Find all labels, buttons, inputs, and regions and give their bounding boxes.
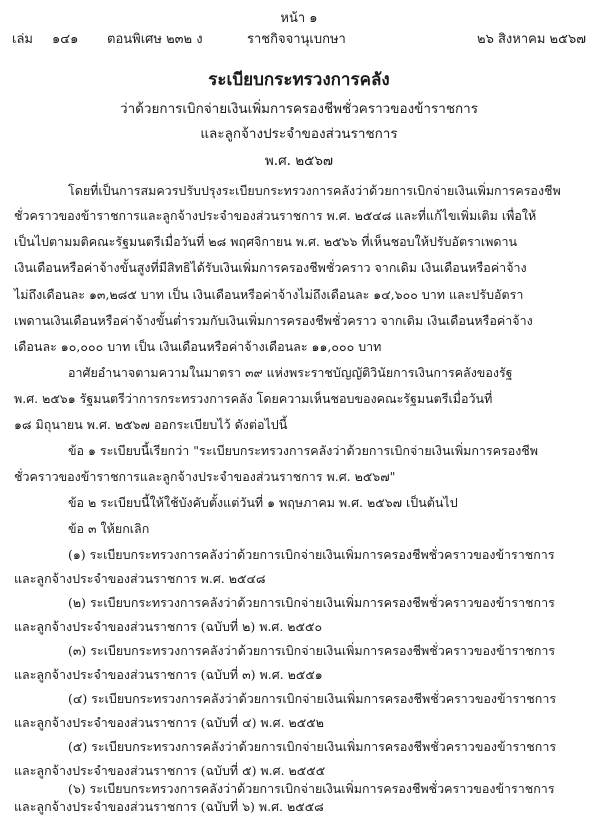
repealed-item-line: และลูกจ้างประจำของส่วนราชการ (ฉบับที่ ๕) พ.ศ. ๒๕๕๕ <box>14 763 326 778</box>
header-date: ๒๖ สิงหาคม ๒๕๖๗ <box>477 32 586 47</box>
authority-line: อาศัยอำนาจตามความในมาตรา ๓๙ แห่งพระราชบัญญัติวินัยการเงินการคลังของรัฐ <box>68 365 513 380</box>
page-number: หน้า ๑ <box>280 11 318 26</box>
preamble-line: เป็นไปตามมติคณะรัฐมนตรีเมื่อวันที่ ๒๘ พฤศจิกายน พ.ศ. ๒๕๖๖ ที่เห็นชอบให้ปรับอัตราเพดาน <box>14 234 518 249</box>
preamble-line: ชั่วคราวของข้าราชการและลูกจ้างประจำของส่วนราชการ พ.ศ. ๒๕๔๘ และที่แก้ไขเพิ่มเติม เพื่อให้ <box>14 208 537 223</box>
repealed-item-line: และลูกจ้างประจำของส่วนราชการ (ฉบับที่ ๔) พ.ศ. ๒๕๕๒ <box>14 715 324 730</box>
document-subtitle-2: และลูกจ้างประจำของส่วนราชการ <box>200 126 398 142</box>
header-gazette-name: ราชกิจจานุเบกษา <box>247 32 346 47</box>
preamble-line: ไม่ถึงเดือนละ ๑๓,๒๘๕ บาท เป็น เงินเดือนหรือค่าจ้างไม่ถึงเดือนละ ๑๔,๖๐๐ บาท และปรับอัตรา <box>14 287 524 302</box>
clause-3: ข้อ ๓ ให้ยกเลิก <box>68 521 150 536</box>
repealed-item-line: (๔) ระเบียบกระทรวงการคลังว่าด้วยการเบิกจ่ายเงินเพิ่มการครองชีพชั่วคราวของข้าราชการ <box>68 691 557 706</box>
document-subtitle-1: ว่าด้วยการเบิกจ่ายเงินเพิ่มการครองชีพชั่วคราวของข้าราชการ <box>119 101 478 117</box>
document-title: ระเบียบกระทรวงการคลัง <box>208 70 390 90</box>
repealed-item-line: (๓) ระเบียบกระทรวงการคลังว่าด้วยการเบิกจ่ายเงินเพิ่มการครองชีพชั่วคราวของข้าราชการ <box>68 643 556 658</box>
preamble-line: เพดานเงินเดือนหรือค่าจ้างขั้นต่ำรวมกับเงินเพิ่มการครองชีพชั่วคราว จากเดิม เงินเดือนหรือค่าจ้าง <box>14 313 533 328</box>
clause-1-line: ชั่วคราวของข้าราชการและลูกจ้างประจำของส่วนราชการ พ.ศ. ๒๕๖๗" <box>14 469 396 484</box>
document-year: พ.ศ. ๒๕๖๗ <box>264 153 334 169</box>
header-book: เล่ม <box>12 32 33 47</box>
clause-2: ข้อ ๒ ระเบียบนี้ให้ใช้บังคับตั้งแต่วันที่ ๑ พฤษภาคม พ.ศ. ๒๕๖๗ เป็นต้นไป <box>68 495 458 510</box>
repealed-item-line: และลูกจ้างประจำของส่วนราชการ พ.ศ. ๒๕๔๘ <box>14 571 266 586</box>
gazette-header <box>12 28 586 48</box>
repealed-item-line: (๒) ระเบียบกระทรวงการคลังว่าด้วยการเบิกจ่ายเงินเพิ่มการครองชีพชั่วคราวของข้าราชการ <box>68 595 555 610</box>
repealed-item-6-line2: และลูกจ้างประจำของส่วนราชการ (ฉบับที่ ๖) พ.ศ. ๒๕๕๘ <box>14 799 324 814</box>
header-section: ตอนพิเศษ ๒๓๒ ง <box>107 32 203 47</box>
authority-line: พ.ศ. ๒๕๖๑ รัฐมนตรีว่าการกระทรวงการคลัง โดยความเห็นชอบของคณะรัฐมนตรีเมื่อวันที่ <box>14 391 493 406</box>
repealed-item-line: (๕) ระเบียบกระทรวงการคลังว่าด้วยการเบิกจ่ายเงินเพิ่มการครองชีพชั่วคราวของข้าราชการ <box>68 739 557 754</box>
clause-1-line: ข้อ ๑ ระเบียบนี้เรียกว่า "ระเบียบกระทรวงการคลังว่าด้วยการเบิกจ่ายเงินเพิ่มการครองชีพ <box>68 443 539 458</box>
repealed-item-6-line1: (๖) ระเบียบกระทรวงการคลังว่าด้วยการเบิกจ่ายเงินเพิ่มการครองชีพชั่วคราวของข้าราชการ <box>68 781 555 796</box>
preamble-line: เดือนละ ๑๐,๐๐๐ บาท เป็น เงินเดือนหรือค่าจ้างเดือนละ ๑๑,๐๐๐ บาท <box>14 339 382 354</box>
repealed-item-line: (๑) ระเบียบกระทรวงการคลังว่าด้วยการเบิกจ่ายเงินเพิ่มการครองชีพชั่วคราวของข้าราชการ <box>68 547 555 562</box>
repealed-item-line: และลูกจ้างประจำของส่วนราชการ (ฉบับที่ ๒) พ.ศ. ๒๕๕๐ <box>14 619 323 634</box>
repealed-item-line: และลูกจ้างประจำของส่วนราชการ (ฉบับที่ ๓) พ.ศ. ๒๕๕๑ <box>14 667 323 682</box>
preamble-line: โดยที่เป็นการสมควรปรับปรุงระเบียบกระทรวงการคลังว่าด้วยการเบิกจ่ายเงินเพิ่มการครองชีพ <box>68 183 561 198</box>
preamble-line: เงินเดือนหรือค่าจ้างขั้นสูงที่มีสิทธิได้รับเงินเพิ่มการครองชีพชั่วคราว จากเดิม เงินเดือนหรือค่าจ้าง <box>14 260 527 275</box>
header-volume: ๑๔๑ <box>52 32 79 47</box>
authority-line: ๑๘ มิถุนายน พ.ศ. ๒๕๖๗ ออกระเบียบไว้ ดังต่อไปนี้ <box>14 417 288 432</box>
